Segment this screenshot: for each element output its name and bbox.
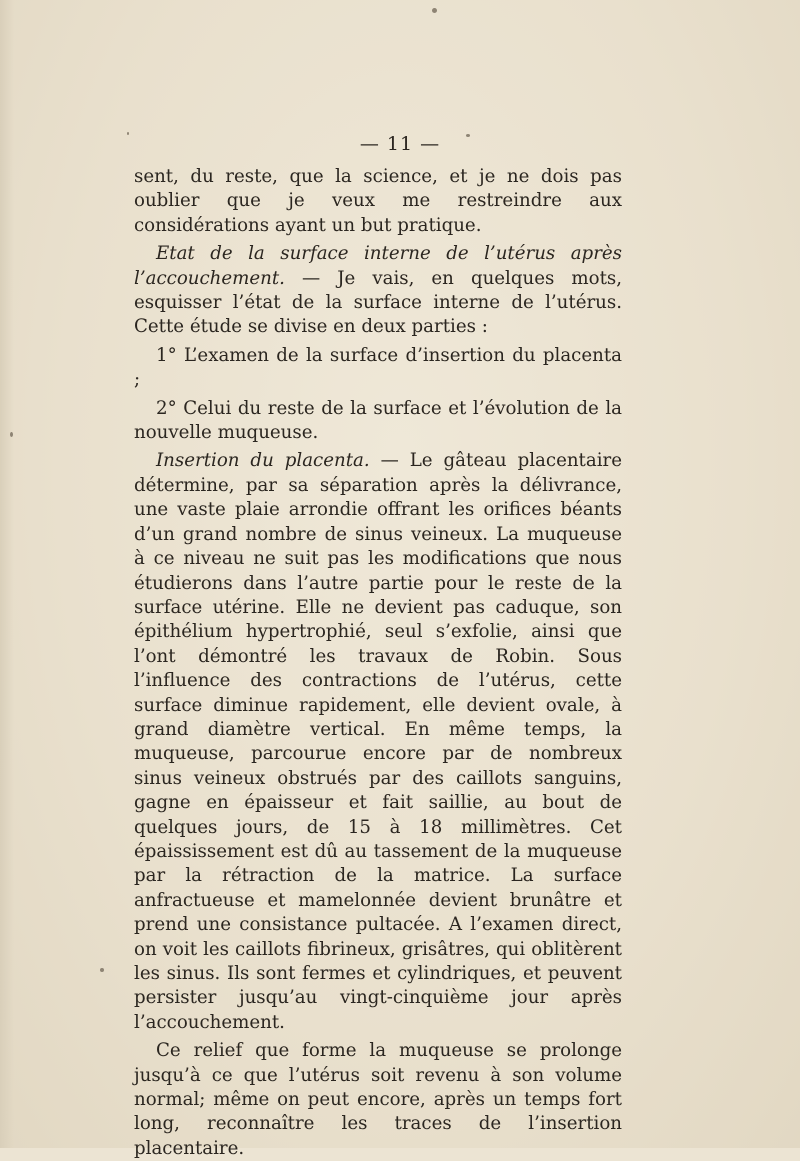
paper-speck bbox=[10, 432, 13, 437]
paragraph-relief bbox=[134, 1039, 622, 1161]
paper-speck bbox=[432, 8, 437, 13]
list-item-text: 2° Celui du reste de la surface et l’évolution de la nouvelle muqueuse. bbox=[134, 397, 622, 444]
paragraph-uterine-surface bbox=[134, 242, 622, 340]
paper-speck bbox=[466, 134, 470, 137]
paper-speck bbox=[127, 132, 129, 135]
page-edge-shadow bbox=[0, 0, 14, 1148]
page-number: — 11 — bbox=[359, 133, 441, 155]
section-heading: Etat de la surface interne de l’utérus après l’accouchement. bbox=[134, 243, 622, 289]
section-heading: Insertion du placenta. bbox=[156, 450, 370, 472]
paragraph-text: Ce relief que forme la muqueuse se prolonge jusqu’à ce que l’utérus soit revenu à son volume normal; même on peut encore, après un temps fort long, reconnaître les traces de l’insertion placentaire. bbox=[134, 1040, 622, 1159]
paper-speck bbox=[100, 968, 104, 972]
list-item-text: 1° L’examen de la surface d’insertion du placenta ; bbox=[134, 344, 622, 391]
paragraph-text: sent, du reste, que la science, et je ne dois pas oublier que je veux me restreindre aux considérations ayant un but pratique. bbox=[134, 166, 622, 236]
list-item-1 bbox=[134, 344, 622, 393]
paragraph-placenta-insertion bbox=[134, 449, 622, 1035]
page-body bbox=[134, 165, 622, 1161]
paragraph-continuation bbox=[134, 165, 622, 238]
paragraph-text: — Le gâteau placentaire détermine, par sa séparation après la délivrance, une vaste plaie arrondie offrant les orifices béants d’un grand nombre de sinus veineux. La muqueuse à ce niveau ne suit pas les modifications que nous étudierons dans l’autre partie pour le reste de la surface utérine. Elle ne devient pas caduque, son épithélium hypertrophié, seul s’exfolie, ainsi que l’ont démontré les travaux de Robin. Sous l’influence des contractions de l’utérus, cette surface diminue rapidement, elle devient ovale, à grand diamètre vertical. En même temps, la muqueuse, parcourue encore par de nombreux sinus veineux obstrués par des caillots sanguins, gagne en épaisseur et fait saillie, au bout de quelques jours, de 15 à 18 millimètres. Cet épaississement est dû au tassement de la muqueuse par la rétraction de la matrice. La surface anfractueuse et mamelonnée devient brunâtre et prend une consistance pultacée. A l’examen direct, on voit les caillots fibrineux, grisâtres, qui oblitèrent les sinus. Ils sont fermes et cylindriques, et peuvent persister jusqu’au vingt-cinquième jour après l’accouchement. bbox=[134, 450, 622, 1033]
list-item-2 bbox=[134, 397, 622, 446]
paragraph-text: — Je vais, en quelques mots, esquisser l’état de la surface interne de l’utérus. Cette étude se divise en deux parties : bbox=[134, 267, 622, 338]
